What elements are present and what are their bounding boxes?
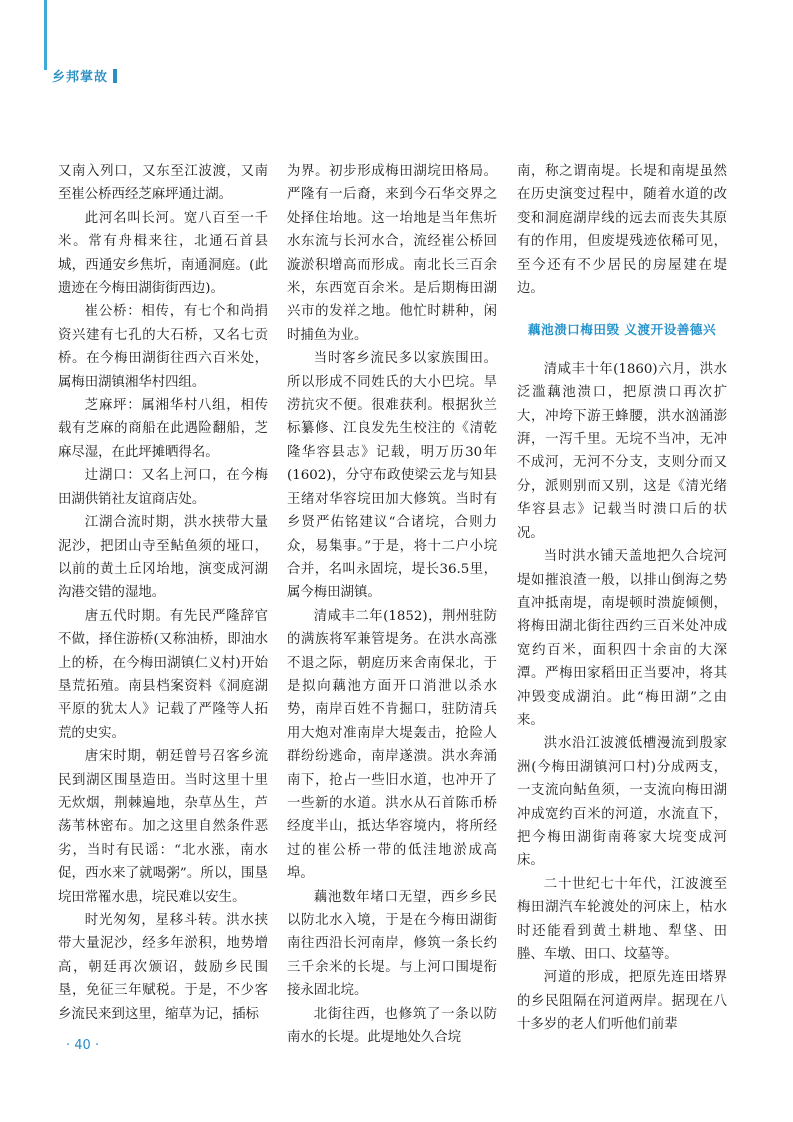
paragraph: 江湖合流时期，洪水挟带大量泥沙，把团山寺至鲇鱼须的垭口，以前的黄土丘冈坮地，演变成河湖沟港交错的湿地。 — [58, 515, 268, 601]
paragraph: 为界。初步形成梅田湖垸田格局。严隆有一后裔，来到今石华交界之处择住坮地。这一坮地是当年焦圻水东流与长河水合，流经崔公桥回漩淤积增高而形成。南北长三百余米，东西宽百余米。是后期梅田湖兴市的发祥之地。他忙时耕种，闲时捕鱼为业。 — [287, 164, 497, 343]
section-mark — [113, 69, 117, 83]
paragraph: 当时客乡流民多以家族围田。所以形成不同姓氏的大小巴垸。旱涝抗灾不便。很难获利。根据狄兰标纂修、江良发先生校注的《清乾隆华容县志》记载，明万历30年(1602)，分守布政使梁云龙与知县王绪对华容垸田加大修筑。当时有乡贤严佑铭建议“合诸垸，合则力众，易集事。”于是，将十二户小垸合并，名叫永固垸，堤长36.5里，属今梅田湖镇。 — [287, 351, 497, 601]
paragraph: 当时洪水铺天盖地把久合垸河堤如摧浪渣一般，以排山倒海之势直冲抵南堤，南堤顿时溃旋倾侧，将梅田湖北街往西约三百米处冲成宽约百米，面积四十余亩的大深潭。严梅田家稻田正当要冲，将其冲毁变成湖泊。此“梅田湖”之由来。 — [517, 549, 727, 728]
paragraph: 唐宋时期，朝廷曾号召客乡流民到湖区围垦造田。当时这里十里无炊烟，荆棘遍地，杂草丛生，芦荡苇林密布。加之这里自然条件恶劣，当时有民谣：“北水涨，南水促，西水来了就喝粥”。所以，围垦垸田常罹水患，垸民难以安生。 — [58, 749, 268, 905]
text-column-2 — [287, 160, 497, 1049]
text-column-1 — [58, 160, 268, 1026]
paragraph: 崔公桥：相传，有七个和尚捐资兴建有七孔的大石桥，又名七贡桥。在今梅田湖街往西六百米处，属梅田湖镇湘华村四组。 — [58, 304, 268, 390]
paragraph: 洪水沿江波渡低槽漫流到殷家洲(今梅田湖镇河口村)分成两支，一支流向鲇鱼须，一支流向梅田湖冲成宽约百米的河道，水流直下，把今梅田湖街南蒋家大垸变成河床。 — [517, 736, 727, 869]
paragraph: 清咸丰十年(1860)六月，洪水泛滥藕池溃口，把原溃口再次扩大，冲垮下游王蜂腰，洪水汹涌澎湃，一泻千里。无垸不当冲，无冲不成河，无河不分支，支则分而又分，派则别而又别，这是《清光绪华容县志》记载当时溃口后的状况。 — [517, 361, 727, 541]
section-title: 乡邦掌故 — [52, 70, 109, 85]
paragraph: 辻湖口：又名上河口，在今梅田湖供销社友谊商店处。 — [58, 468, 268, 507]
paragraph: 北街往西，也修筑了一条以防南水的长堤。此堤地处久合垸 — [287, 1006, 497, 1046]
paragraph: 又南入列口，又东至江波渡，又南至崔公桥西经芝麻坪通辻湖。 — [58, 164, 268, 203]
paragraph: 二十世纪七十年代，江波渡至梅田湖汽车轮渡处的河床上，枯水时还能看到黄土耕地、犁垡、田塍、车墩、田口、坟墓等。 — [517, 876, 727, 962]
accent-bar — [44, 0, 47, 70]
text-column-3 — [517, 160, 727, 1037]
subheading: 藕池溃口梅田毁 义渡开设善德兴 — [527, 322, 717, 338]
paragraph: 河道的形成，把原先连田塔界的乡民阻隔在河道两岸。据现在八十多岁的老人们听他们前辈 — [517, 970, 727, 1033]
section-header — [52, 66, 117, 85]
paragraph: 南，称之谓南堤。长堤和南堤虽然在历史演变过程中，随着水道的改变和洞庭湖岸线的远去而丧失其原有的作用，但废堤残迹依稀可见，至今还有不少居民的房屋建在堤边。 — [517, 164, 727, 297]
paragraph: 藕池数年堵口无望，西乡乡民以防北水入境，于是在今梅田湖街南往西沿长河南岸，修筑一条长约三千余米的长堤。与上河口围堤衔接永固北垸。 — [287, 889, 497, 999]
page-number: · 40 · — [66, 1038, 100, 1053]
paragraph: 清咸丰二年(1852)，荆州驻防的满族将军兼管堤务。在洪水高涨不退之际，朝庭历来舍南保北，于是拟向藕池方面开口消泄以杀水势，南岸百姓不肯掘口，驻防清兵用大炮对准南岸大堤轰击，抢险人群纷纷逃命，南岸遂溃。洪水奔涌南下，抢占一些旧水道，也冲开了一些新的水道。洪水从石首陈币桥经度半山，抵达华容境内，将所经过的崔公桥一带的低洼地淤成高埠。 — [287, 608, 497, 882]
paragraph: 唐五代时期。有先民严隆辞官不做，择住游桥(又称油桥，即油水上的桥，在今梅田湖镇仁义村)开始垦荒拓殖。南县档案资料《洞庭湖平原的犹太人》记载了严隆等人拓荒的史实。 — [58, 608, 268, 741]
paragraph: 时光匆匆，星移斗转。洪水挟带大量泥沙，经多年淤积，地势增高，朝廷再次颁诏，鼓励乡民围垦，免征三年赋税。于是，不少客乡流民来到这里，缩草为记，插标 — [58, 913, 268, 1022]
paragraph: 芝麻坪：属湘华村八组，相传载有芝麻的商船在此遇险翻船，芝麻尽湿，在此坪摊晒得名。 — [58, 398, 268, 460]
paragraph: 此河名叫长河。宽八百至一千米。常有舟楫来往，北通石首县城，西通安乡焦圻，南通洞庭。(此遗迹在今梅田湖街街西边)。 — [58, 210, 268, 297]
